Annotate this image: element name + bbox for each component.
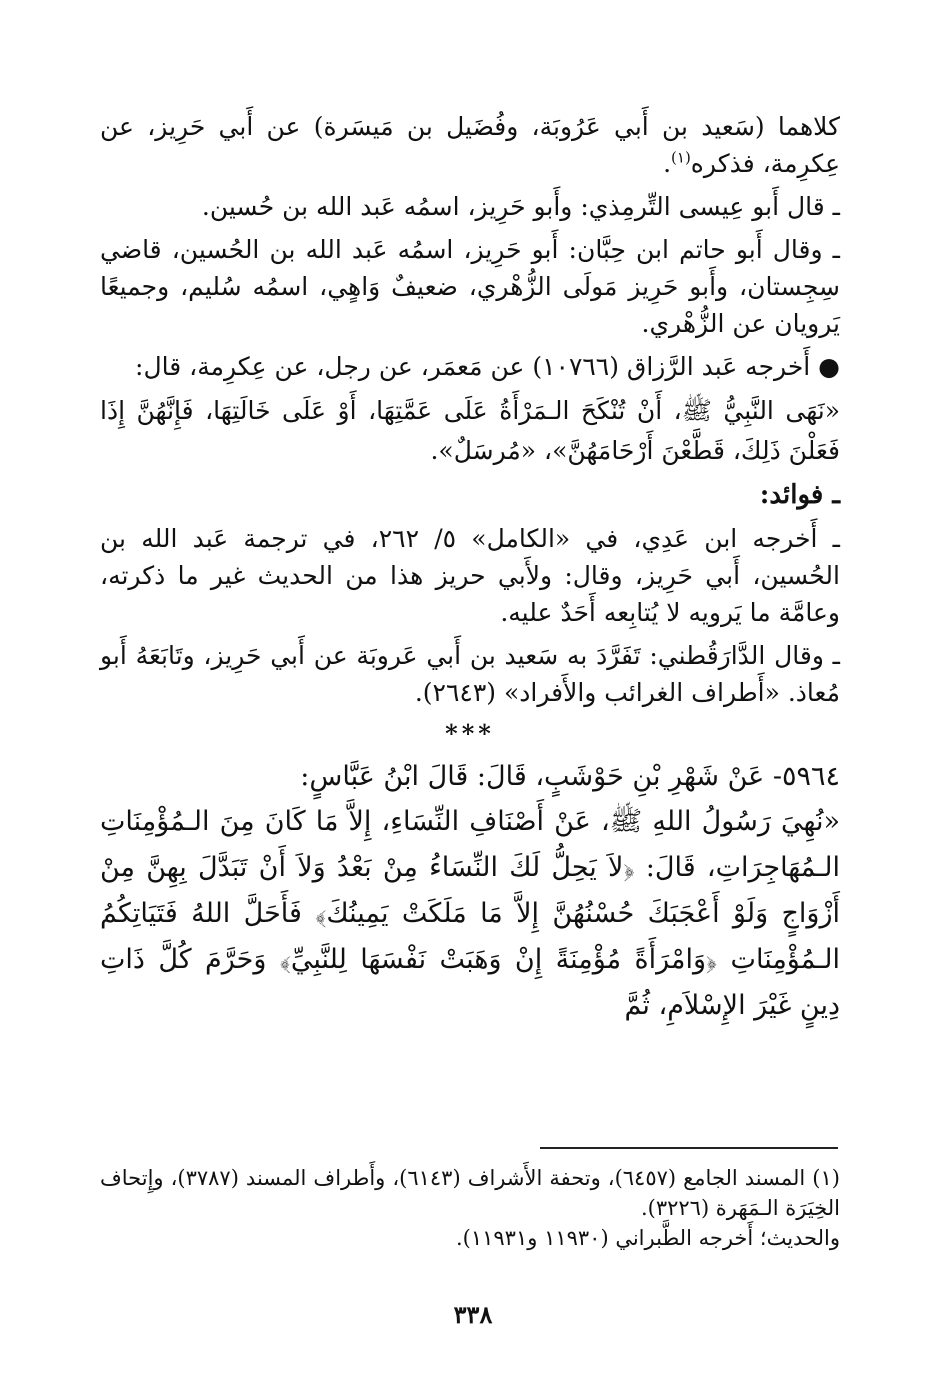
paragraph-3: ـ وقال أَبو حاتم ابن حِبَّان: أَبو حَرِيز، اسمُه عَبد الله بن الحُسين، قاضي سِجِستان، وأَبو حَرِيز مَولَى الزُّهْري، ضعيفٌ وَاهٍي، اسمُه سُليم، وجميعًا يَرويان عن الزُّهْري. (100, 235, 840, 338)
paragraph-1-end: . (663, 149, 672, 178)
paragraph-1 (100, 108, 840, 182)
footnotes (100, 1163, 840, 1253)
paragraph-2: ـ قال أَبو عِيسى التِّرمِذي: وأَبو حَرِيز، اسمُه عَبد الله بن حُسين. (201, 192, 840, 221)
hadith-text: «نُهِيَ رَسُولُ اللهِ ﷺ، عَنْ أَصْنَافِ النِّسَاءِ، إِلاَّ مَا كَانَ مِنَ الـمُؤْمِنَاتِ الـمُهَاجِرَاتِ، قَالَ: ﴿لاَ يَحِلُّ لَكَ النِّسَاءُ مِنْ بَعْدُ وَلاَ أَنْ تَبَدَّلَ بِهِنَّ مِنْ أَزْوَاجٍ وَلَوْ أَعْجَبَكَ حُسْنُهُنَّ إِلاَّ مَا مَلَكَتْ يَمِينُكَ﴾ فَأَحَلَّ اللهُ فَتَيَاتِكُمُ الـمُؤْمِنَاتِ ﴿وَامْرَأَةً مُؤْمِنَةً إِنْ وَهَبَتْ نَفْسَهَا لِلنَّبِيِّ﴾ وَحَرَّمَ كُلَّ ذَاتِ دِينٍ غَيْرَ الإِسْلاَمِ، ثُمَّ (100, 806, 840, 1021)
section-heading: ـ فوائد: (759, 480, 840, 510)
section-separator: *** (445, 719, 495, 748)
footnote-divider (540, 1147, 838, 1149)
footnote-marker[interactable]: (١) (671, 148, 691, 167)
paragraph-4: ● أَخرجه عَبد الرَّزاق (١٠٧٦٦) عن مَعمَر، عن رجل، عن عِكرِمة، قال: (135, 352, 840, 381)
paragraph-7: ـ وقال الدَّارَقُطني: تَفَرَّدَ به سَعيد بن أَبي عَروبَة عن أَبي حَرِيز، وتَابَعَهُ أَبو مُعاذ. «أَطراف الغرائب والأَفراد» (٢٦٤٣). (100, 641, 840, 707)
paragraph-1-text: كلاهما (سَعيد بن أَبي عَرُوبَة، وفُضَيل بن مَيسَرة) عن أَبي حَرِيز، عن عِكرِمة، فذكره (100, 112, 840, 178)
page-number: ٣٣٨ (453, 1300, 493, 1329)
paragraph-5-quote: «نَهَى النَّبِيُّ ﷺ، أَنْ تُنْكَحَ الـمَرْأَةُ عَلَى عَمَّتِهَا، أَوْ عَلَى خَالَتِهَا، فَإِنَّهُنَّ إِذَا فَعَلْنَ ذَلِكَ، قَطَّعْنَ أَرْحَامَهُنَّ»، «مُرسَلٌ». (100, 396, 840, 465)
paragraph-6: ـ أَخرجه ابن عَدِي، في «الكامل» ٥/ ٢٦٢، في ترجمة عَبد الله بن الحُسين، أَبي حَرِيز، وقال: ولأَبي حريز هذا من الحديث غير ما ذكرته، وعامَّة ما يَرويه لا يُتابِعه أَحَدٌ عليه. (100, 524, 840, 627)
hadith-heading: ٥٩٦٤- عَنْ شَهْرِ بْنِ حَوْشَبٍ، قَالَ: قَالَ ابْنُ عَبَّاسٍ: (300, 761, 840, 792)
page-body (100, 108, 840, 1029)
footnote-1: (١) المسند الجامع (٦٤٥٧)، وتحفة الأَشراف (٦١٤٣)، وأَطراف المسند (٣٧٨٧)، وإِتحاف الخِيَرَة الـمَهَرة (٣٢٢٦). (100, 1166, 840, 1220)
footnote-1-continuation: والحديث؛ أَخرجه الطَّبراني (١١٩٣٠ و١١٩٣١). (455, 1226, 840, 1250)
